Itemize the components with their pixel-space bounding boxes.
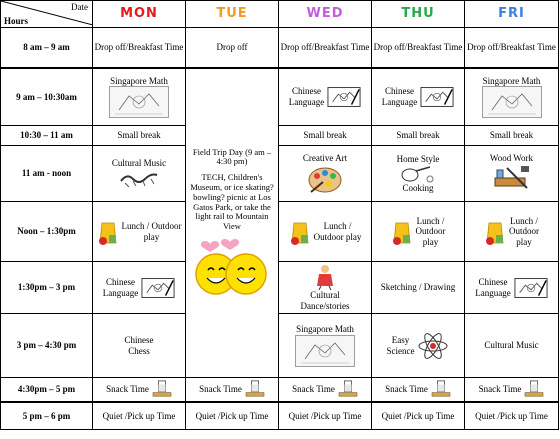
cell-fri-430pm xyxy=(465,378,559,402)
activity-label: Wood Work xyxy=(489,153,534,164)
corner-header xyxy=(1,1,93,28)
lunch-bag-icon xyxy=(391,219,413,245)
lunch-bag-icon xyxy=(289,219,311,245)
hour-cell: 5 pm – 6 pm xyxy=(1,402,93,430)
day-header-fri xyxy=(465,1,559,28)
cell-wed-3pm xyxy=(279,314,372,378)
activity-label: Dance/stories xyxy=(300,300,350,311)
cell-tue-430pm xyxy=(186,378,279,402)
activity-label: Chinese xyxy=(478,277,508,288)
math-worksheet-icon xyxy=(481,86,543,118)
activity-label: Creative Art xyxy=(302,153,348,164)
day-header-wed xyxy=(279,1,372,28)
activity-label: Chess xyxy=(128,345,150,356)
hour-cell: 1:30pm – 3 pm xyxy=(1,262,93,314)
hour-cell: 8 am – 9 am xyxy=(1,28,93,68)
field-trip-options: TECH, Children's Museum, or ice skating? bowling? picnic at Los Gatos Park, or take the light rail to Mountain View xyxy=(190,172,274,232)
activity-label: Language xyxy=(381,96,418,107)
lunch-bag-icon xyxy=(97,219,119,245)
cell-fri-8am: Drop off/Breakfast Time xyxy=(465,28,559,68)
atom-science-icon xyxy=(417,330,449,362)
cell-tue-8am: Drop off xyxy=(186,28,279,68)
cell-thu-130pm: Sketching / Drawing xyxy=(372,262,465,314)
activity-label: Snack Time xyxy=(199,384,242,395)
row-noon xyxy=(1,202,559,262)
activity-label: play xyxy=(516,236,532,247)
woodwork-tools-icon xyxy=(491,164,533,194)
activity-label: Language xyxy=(102,287,139,298)
activity-label: play xyxy=(422,236,439,247)
activity-label: Easy xyxy=(391,335,410,346)
row-8am xyxy=(1,28,559,68)
cell-wed-430pm xyxy=(279,378,372,402)
math-worksheet-icon xyxy=(108,86,170,118)
date-label: Date xyxy=(71,2,88,12)
activity-label: Snack Time xyxy=(385,384,428,395)
activity-label: Singapore Math xyxy=(482,75,541,86)
chalkboard-icon xyxy=(420,86,454,108)
cell-thu-noon xyxy=(372,202,465,262)
activity-label: Chinese xyxy=(291,86,321,97)
cell-fri-1030: Small break xyxy=(465,126,559,146)
activity-label: Singapore Math xyxy=(296,324,354,335)
cell-tue-5pm: Quiet /Pick up Time xyxy=(186,402,279,430)
day-label-wed: WED xyxy=(306,5,344,21)
activity-label: Singapore Math xyxy=(110,75,168,86)
lunch-bag-icon xyxy=(484,219,506,245)
day-header-mon xyxy=(93,1,186,28)
cell-fri-noon xyxy=(465,202,559,262)
hour-cell: 4:30pm – 5 pm xyxy=(1,378,93,402)
activity-label: Chinese xyxy=(124,335,154,346)
dancer-icon xyxy=(315,264,335,290)
cell-wed-8am: Drop off/Breakfast Time xyxy=(279,28,372,68)
row-3pm xyxy=(1,314,559,378)
cell-thu-430pm xyxy=(372,378,465,402)
cell-fri-9am xyxy=(465,68,559,126)
hour-cell: 3 pm – 4:30 pm xyxy=(1,314,93,378)
hour-cell: Noon – 1:30pm xyxy=(1,202,93,262)
day-label-thu: THU xyxy=(401,5,435,21)
cell-wed-5pm: Quiet /Pick up Time xyxy=(279,402,372,430)
cell-mon-5pm: Quiet /Pick up Time xyxy=(93,402,186,430)
row-5pm xyxy=(1,402,559,430)
activity-label: Lunch / xyxy=(510,215,538,226)
cell-fri-130pm xyxy=(465,262,559,314)
day-label-mon: MON xyxy=(120,5,158,21)
cell-mon-3pm xyxy=(93,314,186,378)
smiley-faces-icon xyxy=(192,238,272,298)
activity-label: Lunch / Outdoor xyxy=(121,221,182,232)
cell-mon-noon xyxy=(93,202,186,262)
day-label-tue: TUE xyxy=(216,5,248,21)
cell-mon-1030: Small break xyxy=(93,126,186,146)
activity-label: Cultural xyxy=(310,290,340,301)
cell-mon-130pm xyxy=(93,262,186,314)
activity-label: Language xyxy=(288,96,325,107)
day-header-tue xyxy=(186,1,279,28)
cell-fri-3pm: Cultural Music xyxy=(465,314,559,378)
activity-label: Science xyxy=(386,345,415,356)
chalkboard-icon xyxy=(141,277,175,299)
snack-icon xyxy=(524,380,544,398)
cooking-whisk-icon xyxy=(398,165,438,183)
hour-cell: 11 am - noon xyxy=(1,146,93,202)
cell-thu-1030: Small break xyxy=(372,126,465,146)
cell-mon-11am xyxy=(93,146,186,202)
cell-mon-430pm xyxy=(93,378,186,402)
field-trip-cell xyxy=(186,68,279,378)
activity-label: Snack Time xyxy=(478,384,522,395)
cell-thu-5pm: Quiet /Pick up Time xyxy=(372,402,465,430)
cell-wed-130pm xyxy=(279,262,372,314)
snack-icon xyxy=(152,380,172,398)
snack-icon xyxy=(431,380,451,398)
cell-wed-noon xyxy=(279,202,372,262)
activity-label: Language xyxy=(475,287,511,298)
field-trip-title: Field Trip Day (9 am – 4:30 pm) xyxy=(192,146,272,167)
cell-wed-1030: Small break xyxy=(279,126,372,146)
math-worksheet-icon xyxy=(294,335,356,367)
hour-cell: 9 am – 10:30am xyxy=(1,68,93,126)
activity-label: Lunch / xyxy=(416,215,445,226)
activity-label: play xyxy=(143,231,160,242)
activity-label: Cooking xyxy=(402,182,434,193)
art-palette-icon xyxy=(307,164,343,194)
activity-label: Chinese xyxy=(384,86,414,97)
row-1030 xyxy=(1,126,559,146)
snack-icon xyxy=(245,380,265,398)
activity-label: Snack Time xyxy=(106,384,149,395)
activity-label: Outdoor xyxy=(509,226,539,237)
cell-thu-8am: Drop off/Breakfast Time xyxy=(372,28,465,68)
activity-label: Outdoor xyxy=(415,226,446,237)
day-header-thu xyxy=(372,1,465,28)
activity-label: Lunch / xyxy=(323,221,352,232)
cell-mon-9am xyxy=(93,68,186,126)
cell-fri-5pm: Quiet /Pick up Time xyxy=(465,402,559,430)
hour-cell: 10:30 – 11 am xyxy=(1,126,93,146)
header-row xyxy=(1,1,559,28)
activity-label: Chinese xyxy=(105,277,135,288)
cell-thu-3pm xyxy=(372,314,465,378)
row-9am xyxy=(1,68,559,126)
row-11am xyxy=(1,146,559,202)
activity-label: Cultural Music xyxy=(111,158,167,169)
activity-label: Outdoor play xyxy=(313,231,362,242)
cell-wed-9am xyxy=(279,68,372,126)
music-instrument-icon xyxy=(119,169,159,189)
row-130pm xyxy=(1,262,559,314)
chalkboard-icon xyxy=(327,86,361,108)
activity-label: Home Style xyxy=(396,154,440,165)
row-430pm xyxy=(1,378,559,402)
activity-label: Snack Time xyxy=(292,384,335,395)
day-label-fri: FRI xyxy=(498,5,525,21)
cell-thu-9am xyxy=(372,68,465,126)
hours-label: Hours xyxy=(4,15,29,26)
cell-wed-11am xyxy=(279,146,372,202)
cell-fri-11am xyxy=(465,146,559,202)
cell-mon-8am: Drop off/Breakfast Time xyxy=(93,28,186,68)
chalkboard-icon xyxy=(514,277,548,299)
snack-icon xyxy=(338,380,358,398)
cell-thu-11am xyxy=(372,146,465,202)
